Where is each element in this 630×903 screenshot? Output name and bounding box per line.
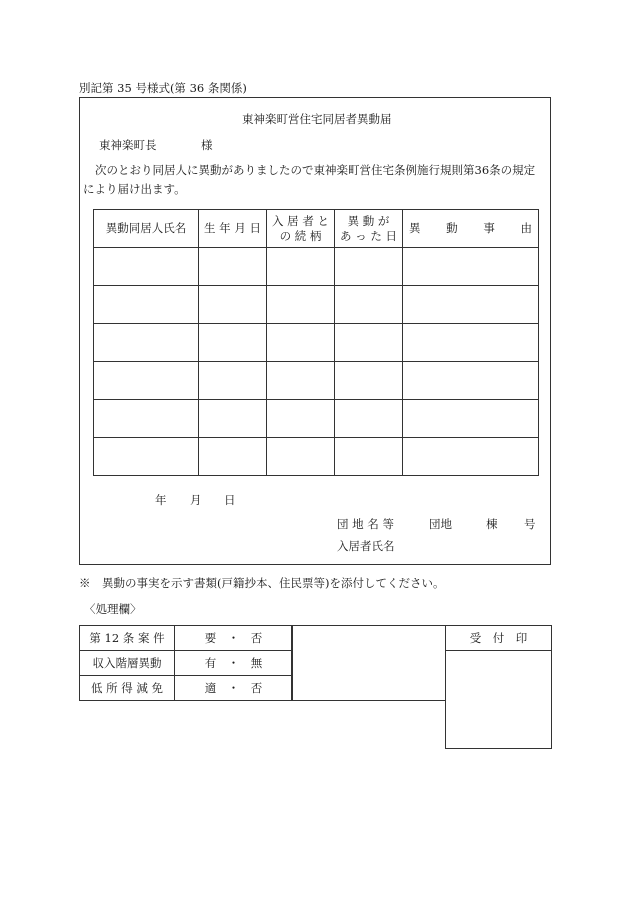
name-cell[interactable] — [94, 248, 199, 286]
date-cell[interactable] — [335, 248, 403, 286]
birth-cell[interactable] — [199, 286, 267, 324]
name-cell[interactable] — [94, 286, 199, 324]
relation-cell[interactable] — [267, 400, 335, 438]
date-cell[interactable] — [335, 286, 403, 324]
date-day: 日 — [224, 493, 236, 507]
processing-row-label: 収入階層異動 — [80, 651, 175, 676]
attachment-note: ※ 異動の事実を示す書類(戸籍抄本、住民票等)を添付してください。 — [79, 576, 445, 590]
birth-cell[interactable] — [199, 400, 267, 438]
relation-cell[interactable] — [267, 324, 335, 362]
processing-label: 〈処理欄〉 — [84, 602, 142, 616]
date-cell[interactable] — [335, 438, 403, 476]
processing-row — [80, 651, 293, 676]
name-cell[interactable] — [94, 324, 199, 362]
date-month: 月 — [190, 493, 202, 507]
table-row — [94, 400, 539, 438]
processing-row-label: 第 12 条 案 件 — [80, 626, 175, 651]
date-cell[interactable] — [335, 362, 403, 400]
table-row — [94, 286, 539, 324]
header-date — [335, 210, 403, 248]
processing-row-value: 適 ・ 否 — [175, 676, 293, 701]
body-line-2: により届け出ます。 — [83, 182, 186, 196]
birth-cell[interactable] — [199, 248, 267, 286]
name-cell[interactable] — [94, 438, 199, 476]
header-relation-line2: の 続 柄 — [279, 228, 322, 243]
name-cell[interactable] — [94, 362, 199, 400]
header-birth: 生 年 月 日 — [199, 210, 267, 248]
reason-cell[interactable] — [403, 400, 539, 438]
date-cell[interactable] — [335, 324, 403, 362]
date-year: 年 — [155, 493, 167, 507]
header-date-line1: 異 動 が — [347, 213, 390, 228]
reason-cell[interactable] — [403, 362, 539, 400]
building-unit: 棟 — [486, 517, 498, 531]
header-reason-char4: 由 — [520, 221, 532, 235]
header-relation — [267, 210, 335, 248]
table-row — [94, 362, 539, 400]
form-number: 別記第 35 号様式(第 36 条関係) — [79, 81, 247, 95]
relation-cell[interactable] — [267, 438, 335, 476]
birth-cell[interactable] — [199, 362, 267, 400]
reason-cell[interactable] — [403, 286, 539, 324]
birth-cell[interactable] — [199, 324, 267, 362]
danchi-unit: 団地 — [429, 517, 452, 531]
form-title: 東神楽町営住宅同居者異動届 — [242, 112, 392, 126]
addressee: 東神楽町長 — [99, 138, 157, 152]
header-reason-char3: 事 — [483, 221, 495, 235]
member-table — [93, 209, 539, 476]
processing-row-label: 低 所 得 減 免 — [80, 676, 175, 701]
relation-cell[interactable] — [267, 286, 335, 324]
processing-table — [79, 625, 293, 701]
reason-cell[interactable] — [403, 248, 539, 286]
birth-cell[interactable] — [199, 438, 267, 476]
name-cell[interactable] — [94, 400, 199, 438]
receipt-stamp-box — [445, 625, 552, 749]
reason-cell[interactable] — [403, 438, 539, 476]
body-line-1: 次のとおり同居人に異動がありましたので東神楽町営住宅条例施行規則第36条の規定 — [95, 163, 536, 177]
date-cell[interactable] — [335, 400, 403, 438]
room-unit: 号 — [524, 517, 536, 531]
processing-row-value: 有 ・ 無 — [175, 651, 293, 676]
processing-row — [80, 626, 293, 651]
header-reason-char1: 異 — [409, 221, 421, 235]
relation-cell[interactable] — [267, 248, 335, 286]
table-row — [94, 324, 539, 362]
header-date-line2: あ っ た 日 — [340, 228, 397, 243]
processing-notes-box — [291, 625, 446, 701]
table-row — [94, 248, 539, 286]
receipt-stamp-label: 受 付 印 — [446, 626, 551, 651]
header-relation-line1: 入 居 者 と — [272, 213, 329, 228]
header-reason — [403, 210, 539, 248]
honorific: 様 — [201, 138, 213, 152]
table-row — [94, 438, 539, 476]
header-reason-char2: 動 — [446, 221, 458, 235]
processing-row-value: 要 ・ 否 — [175, 626, 293, 651]
danchi-label: 団 地 名 等 — [337, 517, 394, 531]
processing-row — [80, 676, 293, 701]
header-name: 異動同居人氏名 — [94, 210, 199, 248]
reason-cell[interactable] — [403, 324, 539, 362]
relation-cell[interactable] — [267, 362, 335, 400]
resident-label: 入居者氏名 — [337, 539, 395, 553]
